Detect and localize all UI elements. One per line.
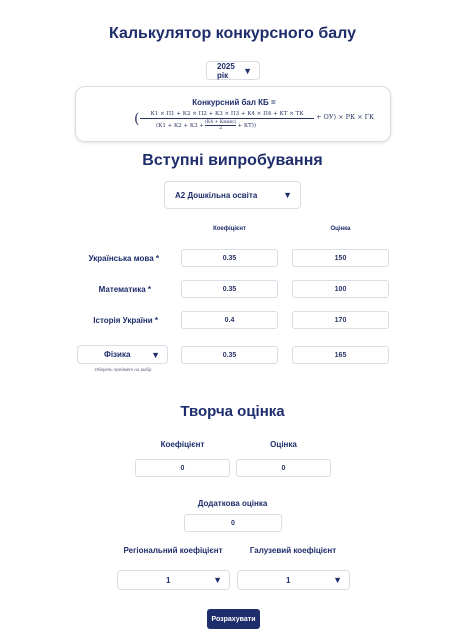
subject-label-history: Історія України * — [93, 316, 158, 325]
extra-score-field[interactable]: 0 — [184, 514, 282, 532]
elective-subject-select[interactable] — [77, 345, 168, 364]
page-title: Калькулятор конкурсного балу — [108, 25, 356, 42]
chevron-down-icon: ▼ — [151, 349, 160, 360]
year-select-value: 2025 рік — [217, 61, 235, 80]
regional-coefficient-select[interactable] — [117, 570, 230, 590]
subject-label-ukrainian: Українська мова * — [88, 254, 159, 263]
score-column-header: Оцінка — [330, 226, 351, 232]
coefficient-field-history[interactable]: 0.4 — [181, 311, 278, 329]
coefficient-column-header: Коефіцієнт — [213, 226, 246, 232]
formula-inner-denominator: 2 — [219, 126, 223, 131]
specialty-select[interactable] — [164, 181, 301, 209]
chevron-down-icon: ▼ — [283, 190, 292, 200]
formula-denominator-main: (К1 + К2 + К3 + — [156, 122, 204, 129]
subject-label-math: Математика * — [98, 285, 151, 294]
regional-coefficient-value: 1 — [166, 575, 171, 585]
formula-fraction-line — [140, 118, 314, 119]
coefficient-field-elective[interactable]: 0.35 — [181, 346, 278, 364]
elective-subject-value: Фізика — [104, 350, 131, 359]
elective-hint: Оберіть предмет на вибір — [94, 367, 152, 372]
formula-title: Конкурсний бал КБ = — [192, 98, 276, 107]
extra-score-label: Додаткова оцінка — [197, 499, 268, 508]
score-field-elective[interactable]: 165 — [292, 346, 389, 364]
year-select[interactable] — [206, 61, 260, 80]
formula-denominator-tail: + КТ)) — [237, 122, 257, 129]
creative-coefficient-label: Коефіцієнт — [160, 440, 205, 449]
coefficient-field-ukrainian[interactable]: 0.35 — [181, 249, 278, 267]
chevron-down-icon: ▼ — [333, 575, 342, 585]
score-field-history[interactable]: 170 — [292, 311, 389, 329]
formula-card — [75, 86, 391, 142]
formula-tail: + ОУ) × РК × ГК — [316, 113, 374, 121]
formula-denominator — [156, 120, 256, 131]
creative-score-field[interactable]: 0 — [236, 459, 331, 477]
formula-inner-fraction — [205, 120, 237, 131]
creative-section-title: Творча оцінка — [180, 403, 285, 420]
score-field-math[interactable]: 100 — [292, 280, 389, 298]
formula-numerator: К1 × П1 + К2 × П2 + К3 × П3 + К4 × П4 + КТ × ТК — [150, 111, 304, 117]
branch-coefficient-label: Галузевий коефіцієнт — [249, 546, 337, 555]
branch-coefficient-value: 1 — [286, 575, 291, 585]
formula-inner-numerator: (К4 + Кмакс) — [204, 120, 237, 125]
entrance-section-title: Вступні випробування — [142, 152, 323, 169]
branch-coefficient-select[interactable] — [237, 570, 350, 590]
creative-score-label: Оцінка — [270, 440, 297, 449]
coefficient-field-math[interactable]: 0.35 — [181, 280, 278, 298]
specialty-select-value: А2 Дошкільна освіта — [175, 190, 258, 200]
creative-coefficient-field[interactable]: 0 — [135, 459, 230, 477]
regional-coefficient-label: Регіональний коефіцієнт — [123, 546, 223, 555]
formula-open-paren: ( — [134, 111, 140, 127]
chevron-down-icon: ▼ — [213, 575, 222, 585]
chevron-down-icon: ▼ — [243, 65, 252, 76]
score-field-ukrainian[interactable]: 150 — [292, 249, 389, 267]
calculate-button[interactable]: Розрахувати — [207, 609, 260, 629]
